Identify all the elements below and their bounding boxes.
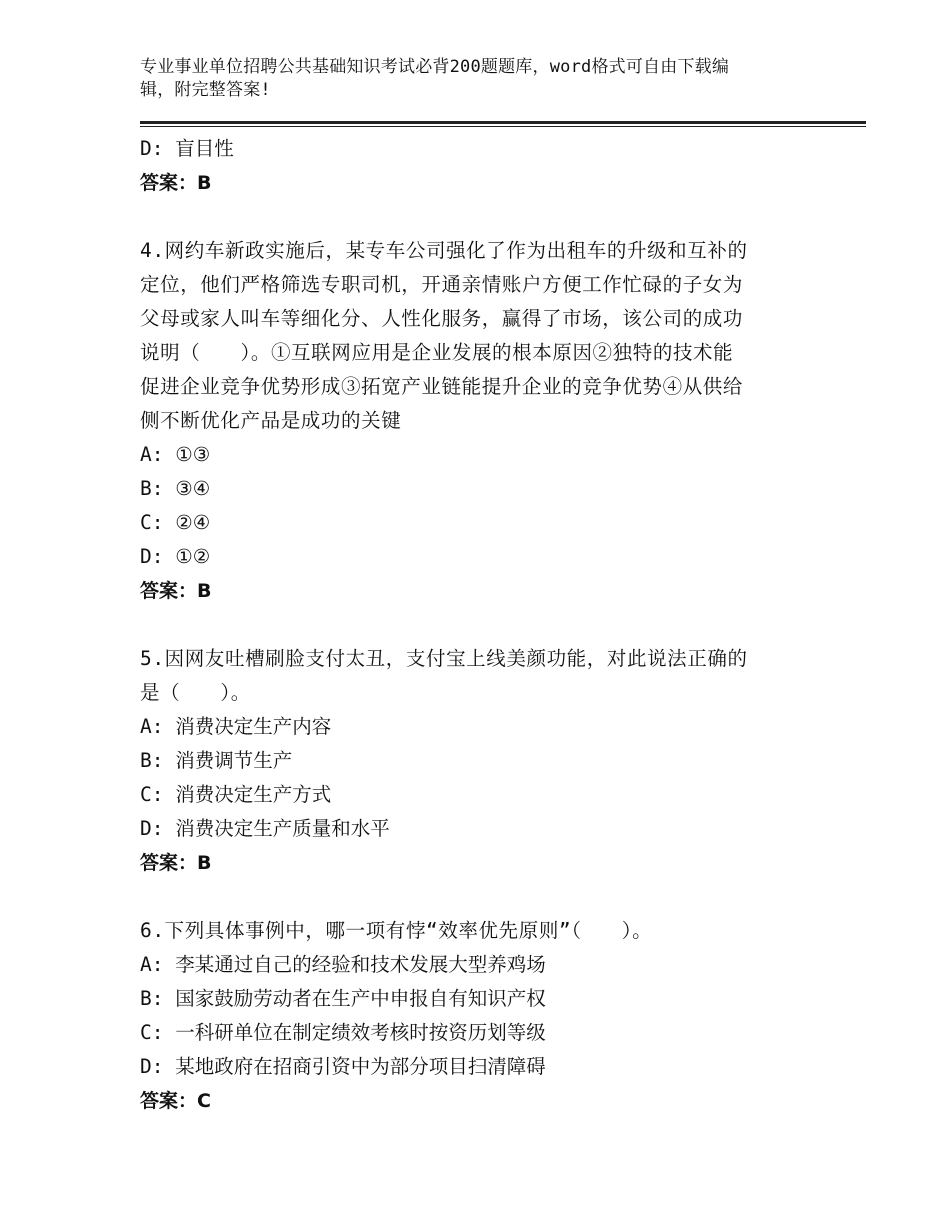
option-d: D: 某地政府在招商引资中为部分项目扫清障碍 xyxy=(140,1055,546,1078)
answer-line: 答案：B xyxy=(140,852,212,874)
stem-line: 侧不断优化产品是成功的关键 xyxy=(140,409,402,432)
stem-line: 说明（ ）。①互联网应用是企业发展的根本原因②独特的技术能 xyxy=(140,341,734,364)
spacer xyxy=(140,608,800,642)
question-5 xyxy=(140,642,800,880)
question-stem xyxy=(140,642,800,710)
stem-line: 4.网约车新政实施后，某专车公司强化了作为出租车的升级和互补的 xyxy=(140,239,748,262)
option-c: C: 一科研单位在制定绩效考核时按资历划等级 xyxy=(140,1021,546,1044)
header-line-2: 辑，附完整答案! xyxy=(140,80,271,100)
answer-line: 答案：C xyxy=(140,1090,211,1112)
option-c: C: 消费决定生产方式 xyxy=(140,783,332,806)
stem-line: 6.下列具体事例中，哪一项有悖“效率优先原则”（ ）。 xyxy=(140,919,653,942)
spacer xyxy=(140,880,800,914)
option-b: B: ③④ xyxy=(140,477,211,500)
option-b: B: 国家鼓励劳动者在生产中申报自有知识产权 xyxy=(140,987,546,1010)
header-rule-thin xyxy=(140,126,866,127)
previous-question-tail xyxy=(140,132,800,200)
option-d: D: 消费决定生产质量和水平 xyxy=(140,817,390,840)
question-stem xyxy=(140,234,800,438)
option-d: D: ①② xyxy=(140,545,211,568)
option-a: A: 消费决定生产内容 xyxy=(140,715,332,738)
stem-line: 5.因网友吐槽刷脸支付太丑，支付宝上线美颜功能，对此说法正确的 xyxy=(140,647,748,670)
option-a: A: 李某通过自己的经验和技术发展大型养鸡场 xyxy=(140,953,546,976)
header-rule-thick xyxy=(140,121,866,124)
stem-line: 是（ ）。 xyxy=(140,681,251,704)
option-d: D: 盲目性 xyxy=(140,137,234,160)
stem-line: 父母或家人叫车等细化分、人性化服务，赢得了市场，该公司的成功 xyxy=(140,307,744,330)
question-6 xyxy=(140,914,800,1118)
spacer xyxy=(140,200,800,234)
document-header xyxy=(140,56,800,102)
document-body xyxy=(140,132,800,1118)
option-a: A: ①③ xyxy=(140,443,211,466)
question-4 xyxy=(140,234,800,608)
answer-line: 答案：B xyxy=(140,580,212,602)
option-b: B: 消费调节生产 xyxy=(140,749,293,772)
header-line-1: 专业事业单位招聘公共基础知识考试必背200题题库，word格式可自由下载编 xyxy=(140,57,730,77)
stem-line: 促进企业竞争优势形成③拓宽产业链能提升企业的竞争优势④从供给 xyxy=(140,375,744,398)
question-stem xyxy=(140,914,800,948)
answer-line: 答案：B xyxy=(140,172,212,194)
stem-line: 定位，他们严格筛选专职司机，开通亲情账户方便工作忙碌的子女为 xyxy=(140,273,744,296)
option-c: C: ②④ xyxy=(140,511,211,534)
